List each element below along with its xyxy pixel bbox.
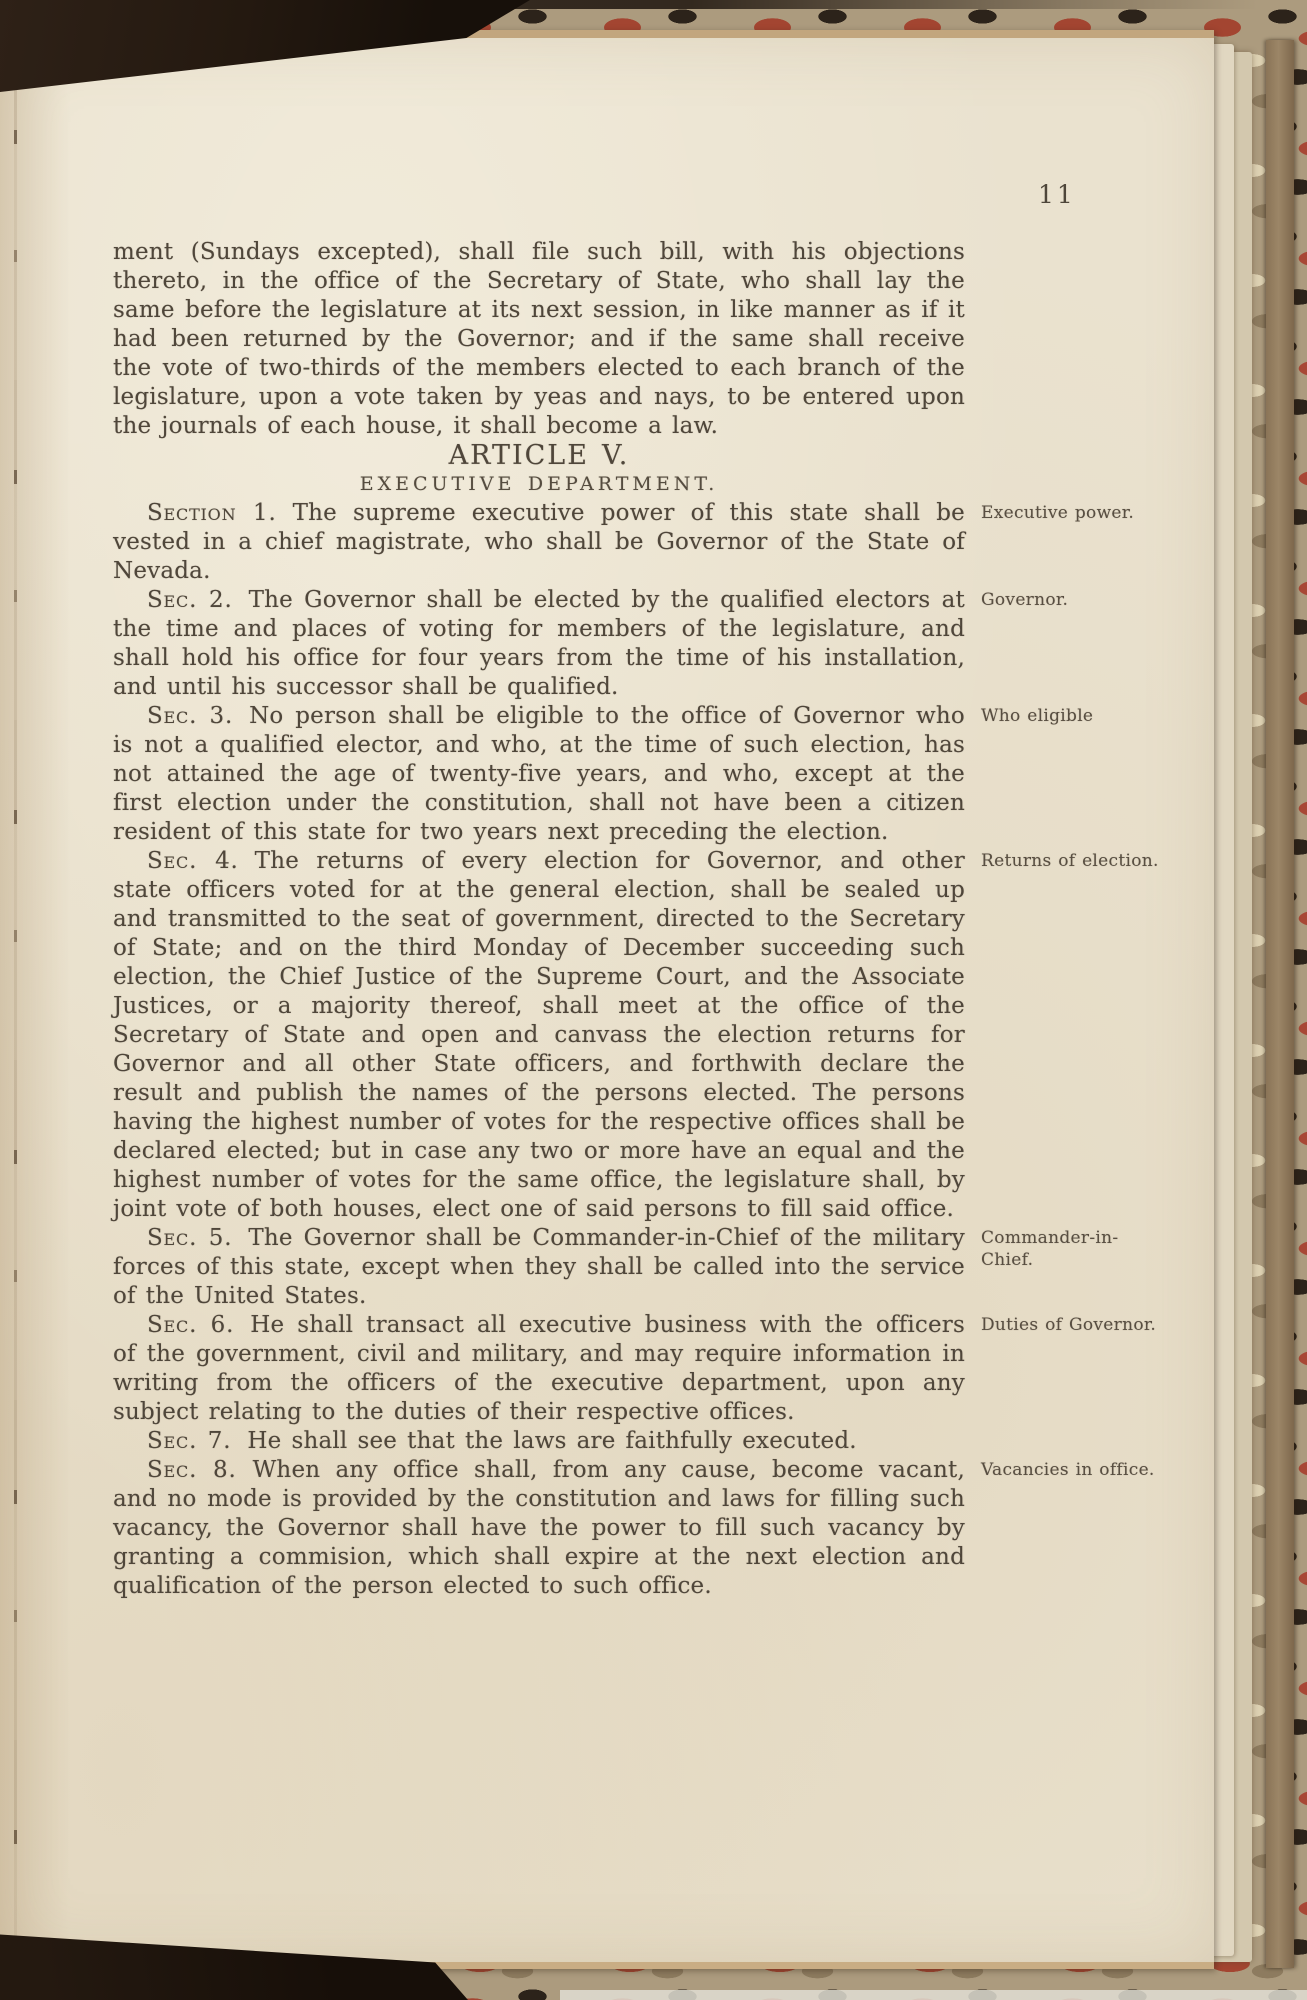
section-6 (113, 1311, 1157, 1427)
page-number: 11 (1038, 180, 1076, 209)
section-text: He shall see that the laws are faithfully executed. (247, 1428, 857, 1454)
section-3 (113, 702, 1094, 847)
section-paragraph (113, 702, 965, 847)
section-text: He shall transact all executive business with the officers of the government, civil and military, and may require information in writing from the officers of the executive department, upon any subject relating to the duties of their respective offices. (113, 1312, 965, 1425)
margin-note: Vacancies in office. (981, 1460, 1155, 1480)
section-text: The supreme executive power of this state shall be vested in a chief magistrate, who shall be Governor of the State of Nevada. (113, 500, 965, 584)
section-label: Sec. 5. (147, 1225, 233, 1251)
section-text: The Governor shall be Commander-in-Chief of the military forces of this state, except when they shall be called into the service of the United States. (113, 1225, 965, 1309)
section-text: The Governor shall be elected by the qualified electors at the time and places of voting for members of the legislature, and shall hold his office for four years from the time of his installation, and until his successor shall be qualified. (113, 587, 965, 700)
margin-note: Returns of election. (981, 851, 1159, 871)
section-label: Sec. 7. (147, 1428, 232, 1454)
section-label: Sec. 4. (147, 848, 239, 874)
scan-bed-edge (560, 1990, 1307, 2000)
margin-note: Duties of Governor. (981, 1315, 1157, 1335)
section-paragraph (113, 1311, 965, 1427)
section-4 (113, 847, 1159, 1224)
section-text: When any office shall, from any cause, become vacant, and no mode is provided by the constitution and laws for filling such vacancy, the Governor shall have the power to fill such vacancy by granting a commision, which shall expire at the next election and qualification of the person elected to such office. (113, 1457, 965, 1599)
margin-note: Executive power. (981, 503, 1135, 523)
book-board-edge (1266, 40, 1294, 1968)
section-label: Sec. 2. (147, 587, 233, 613)
binding-crease (14, 40, 17, 1950)
margin-note: Who eligible (981, 706, 1094, 726)
section-paragraph (113, 1427, 965, 1456)
article-heading: ARTICLE V. (448, 440, 630, 471)
section-1 (113, 499, 1135, 586)
section-8 (113, 1456, 1155, 1601)
continuation-paragraph: ment (Sundays excepted), shall file such bill, with his objections thereto, in the office of the Secretary of State, who shall lay the same before the legislature at its next session, in like manner as if it had been returned by the Governor; and if the same shall receive the vote of two-thirds of the members elected to each branch of the legislature, upon a vote taken by yeas and nays, to be entered upon the journals of each house, it shall become a law. (113, 239, 965, 439)
section-paragraph (113, 847, 965, 1224)
section-paragraph (113, 499, 965, 586)
section-2 (113, 586, 1069, 702)
text-column (113, 238, 1159, 1601)
department-heading: EXECUTIVE DEPARTMENT. (359, 473, 719, 495)
gutter-shadow (0, 30, 70, 1954)
section-label: Section 1. (147, 500, 277, 526)
section-label: Sec. 3. (147, 703, 234, 729)
section-7 (113, 1427, 965, 1456)
section-paragraph (113, 1456, 965, 1601)
margin-note: Governor. (981, 590, 1069, 610)
section-text: No person shall be eligible to the office of Governor who is not a qualified elector, and who, at the time of such election, has not attained the age of twenty-five years, and who, except at the first election under the constitution, shall not have been a citizen resident of this state for two years next preceding the election. (113, 703, 965, 845)
section-label: Sec. 6. (147, 1312, 235, 1338)
section-5 (113, 1224, 1119, 1311)
section-paragraph (113, 1224, 965, 1311)
section-text: The returns of every election for Governor, and other state officers voted for at the general election, shall be sealed up and transmitted to the seat of government, directed to the Secretary of State; and on the third Monday of December succeeding such election, the Chief Justice of the Supreme Court, and the Associate Justices, or a majority thereof, shall meet at the office of the Secretary of State and open and canvass the election returns for Governor and all other State officers, and forthwith declare the result and publish the names of the persons elected. The persons having the highest number of votes for the respective offices shall be declared elected; but in case any two or more have an equal and the highest number of votes for the same office, the legislature shall, by joint vote of both houses, elect one of said persons to fill said office. (113, 848, 965, 1222)
section-label: Sec. 8. (147, 1457, 237, 1483)
margin-note: Commander-in-Chief. (981, 1228, 1119, 1270)
section-paragraph (113, 586, 965, 702)
